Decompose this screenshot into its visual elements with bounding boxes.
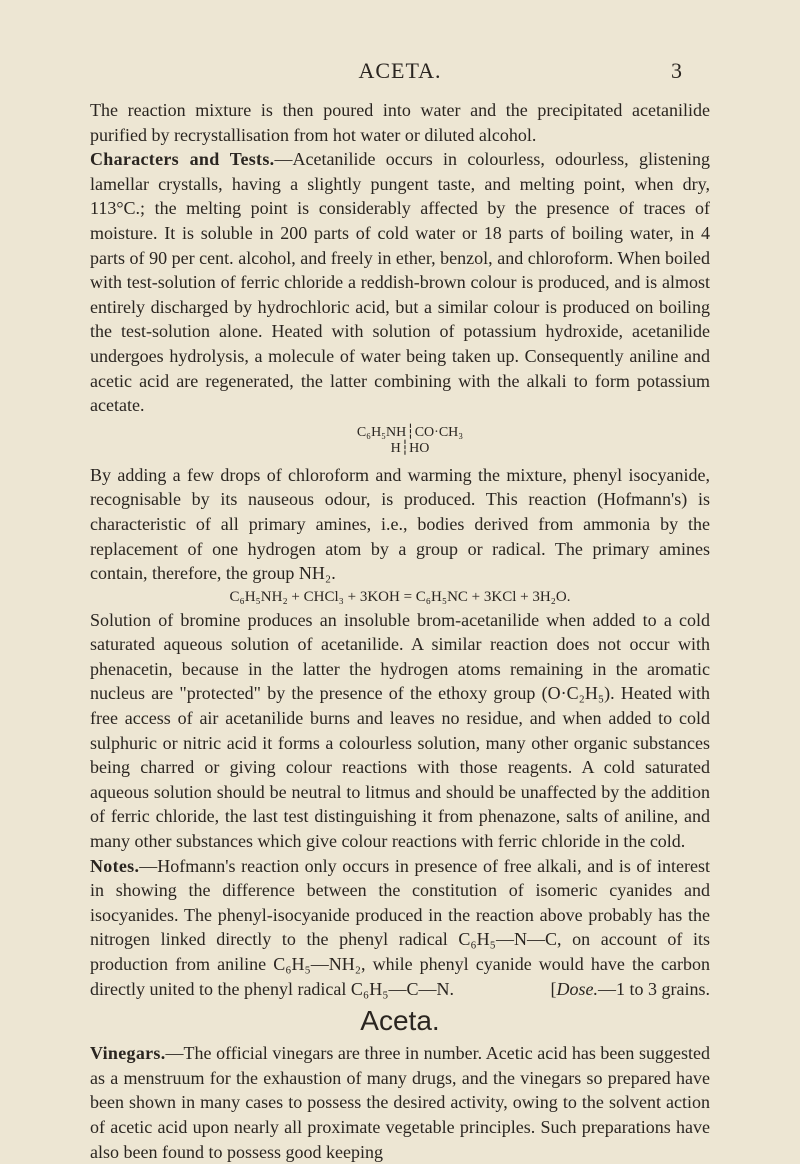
paragraph-bromine: Solution of bromine produces an insoluble brom-acetanilide when added to a cold saturated aqueous solution of acetanilide. A similar reaction does not occur with phenacetin, because in the latter the hydrogen atoms remaining in the aromatic nucleus are "protected" by the presence of the ethoxy group (O·C₂H₅). Heated with free access of air acetanilide burns and leaves no residue, and when added to cold sulphuric or nitric acid it forms a colourless solution, many other organic substances being charred or giving colour reactions with those reagents. A cold saturated aqueous solution should be neutral to litmus and should be unaffected by the addition of ferric chloride, the last test distinguishing it from phenazone, salts of aniline, and many other substances which give colour reactions with ferric chloride in the cold. <box>90 609 710 852</box>
section-title-aceta: Aceta. <box>360 1005 440 1037</box>
isocyanide-equation: C₆H₅NH₂ + CHCl₃ + 3KOH = C₆H₅NC + 3KCl + 3H₂O. <box>229 588 571 605</box>
paragraph-characters-tests <box>90 147 710 418</box>
dose-bracket: [ <box>550 978 557 999</box>
paragraph-vinegars <box>90 1041 710 1164</box>
paragraph-reaction-mixture: The reaction mixture is then poured into water and the precipitated acetanilide purified by recrystallisation from hot water or diluted alcohol. <box>90 100 710 145</box>
dose-note <box>551 977 711 1002</box>
characters-tests-text: —Acetanilide occurs in colourless, odourless, glistening lamellar crystalls, having a slightly pungent taste, and melting point, when dry, 113°C.; the melting point is considerably affected by the presence of traces of moisture. It is soluble in 200 parts of cold water or 18 parts of boiling water, in 4 parts of 90 per cent. alcohol, and freely in ether, benzol, and chloroform. When boiled with test-solution of ferric chloride a reddish-brown colour is produced, and is almost entirely discharged by hydrochloric acid, but a similar colour is produced on boiling the test-solution alone. Heated with solution of potassium hydroxide, acetanilide undergoes hydrolysis, a molecule of water being taken up. Consequently aniline and acetic acid are regenerated, the latter combining with the alkali to form potassium acetate. <box>90 149 711 416</box>
dose-value: —1 to 3 grains. <box>598 978 710 999</box>
heading-vinegars: Vinegars. <box>90 1043 166 1064</box>
vinegars-text: —The official vinegars are three in number. Acetic acid has been suggested as a menstruum for the exhaustion of many drugs, and the vinegars so prepared have been shown in many cases to possess the desired activity, owing to the solvent action of acetic acid upon nearly all proximate vegetable principles. Such preparations have also been found to possess good keeping <box>90 1043 710 1162</box>
hydrolysis-formula <box>90 425 710 457</box>
heading-characters-tests: Characters and Tests. <box>90 149 275 170</box>
page-header <box>0 58 800 88</box>
page-number: 3 <box>671 58 682 83</box>
formula-line-2: H┆HO <box>390 440 430 456</box>
notes-text: —Hofmann's reaction only occurs in presence of free alkali, and is of interest in showing the difference between the constitution of isomeric cyanides and isocyanides. The phenyl-isocyanide produced in the reaction above probably has the nitrogen linked directly to the phenyl radical C₆H₅—N—C, on account of its production from aniline C₆H₅—NH₂, while phenyl cyanide would have the carbon directly united to the phenyl radical C₆H₅—C—N. <box>90 855 710 999</box>
paragraph-chloroform: By adding a few drops of chloroform and warming the mixture, phenyl isocyanide, recognisable by its nauseous odour, is produced. This reaction (Hofmann's) is characteristic of all primary amines, i.e., bodies derived from ammonia by the replacement of one hydrogen atom by a group or radical. The primary amines contain, therefore, the group NH₂. <box>90 464 710 584</box>
formula-line-1: C₆H₅NH┆CO·CH₃ <box>356 424 464 440</box>
page-body <box>90 98 710 1164</box>
heading-notes: Notes. <box>90 855 140 876</box>
paragraph-notes <box>90 854 710 1002</box>
dose-label: Dose. <box>556 978 598 999</box>
running-head: ACETA. <box>358 58 442 83</box>
